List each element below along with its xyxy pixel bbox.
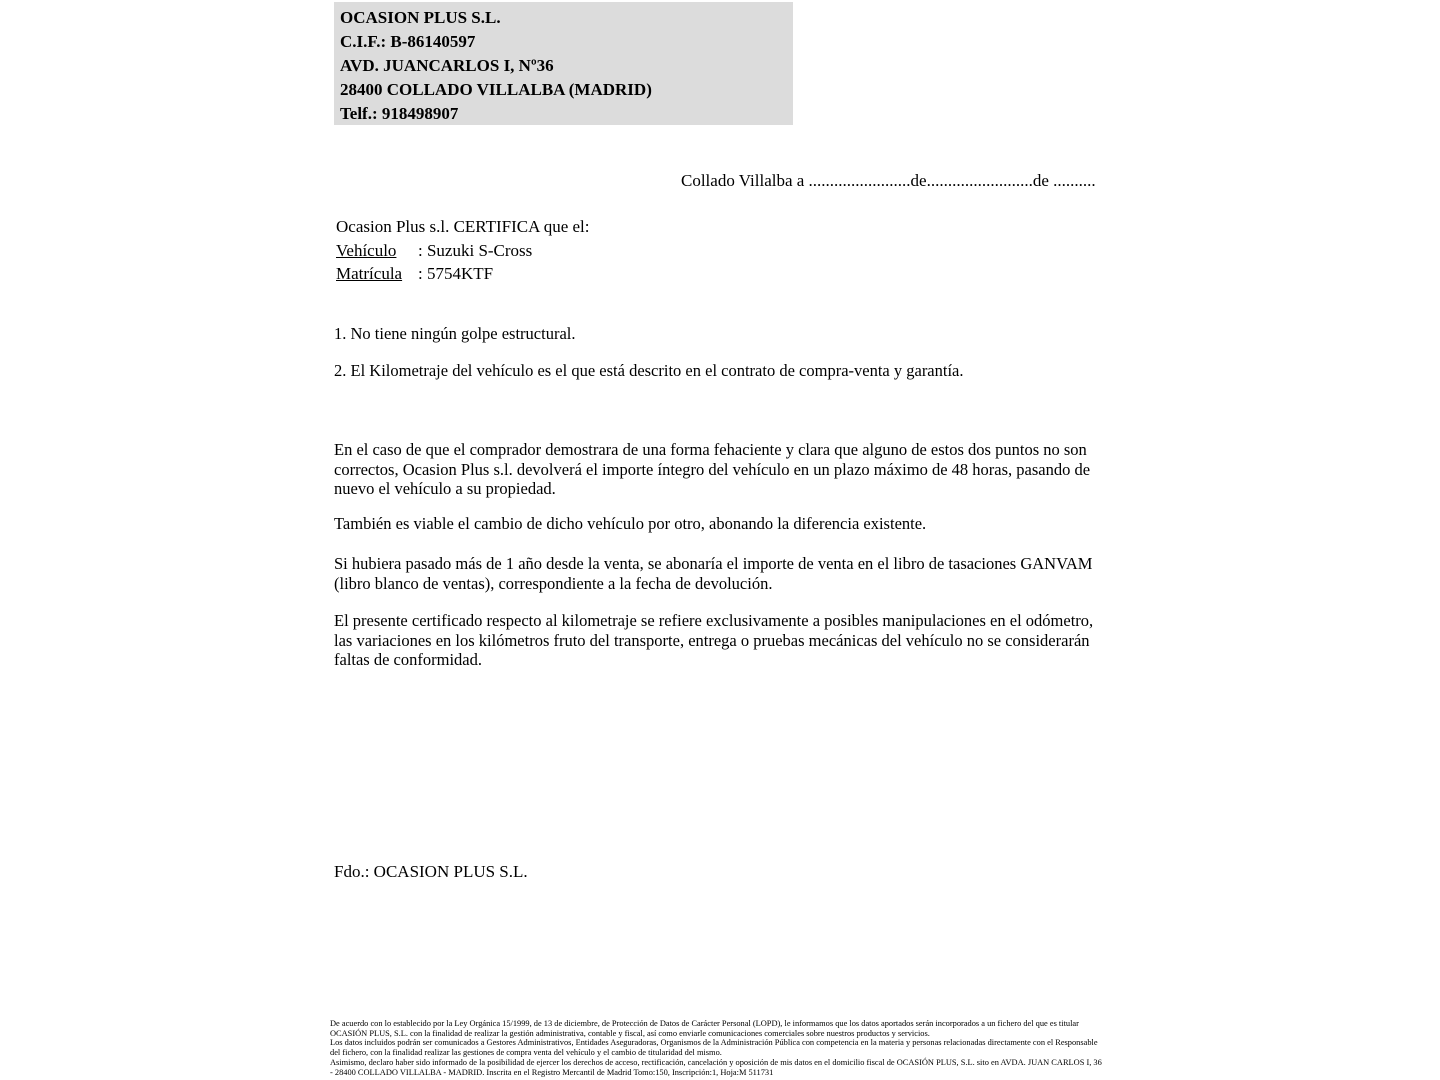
signature-line: Fdo.: OCASION PLUS S.L. [334, 862, 528, 881]
company-name: OCASION PLUS S.L. [340, 8, 501, 27]
certification-block [336, 215, 590, 286]
vehicle-value: : Suzuki S-Cross [418, 240, 533, 260]
paragraph-odometer-disclaimer: El presente certificado respecto al kilometraje se refiere exclusivamente a posibles manipulaciones en el odómetro, las variaciones en los kilómetros fruto del transporte, entrega o pruebas mecánicas del vehículo no se considerarán faltas de conformidad. [334, 611, 1094, 669]
company-address: AVD. JUANCARLOS I, Nº36 [340, 56, 554, 75]
company-phone: Telf.: 918498907 [340, 104, 459, 123]
plate-label: Matrícula [336, 264, 403, 283]
paragraph-refund-conditions: En el caso de que el comprador demostrara de una forma fehaciente y clara que alguno de estos dos puntos no son correctos, Ocasion Plus s.l. devolverá el importe íntegro del vehículo en un plazo máximo de 48 horas, pasando de nuevo el vehículo a su propiedad. [334, 440, 1091, 498]
date-fill-in-line: Collado Villalba a ........................de.........................de .......... [681, 171, 1096, 190]
legal-paragraph-lopd: De acuerdo con lo establecido por la Ley Orgánica 15/1999, de 13 de diciembre, de Protección de Datos de Carácter Personal (LOPD), le informamos que los datos aportados serán incorporados a un fichero del que es titular OCASIÓN PLUS, S.L. con la finalidad de realizar la gestión administrativa, contable y fiscal, así como enviarle comunicaciones comerciales sobre nuestros productos y servicios. [330, 1019, 1079, 1038]
company-city: 28400 COLLADO VILLALBA (MADRID) [340, 80, 652, 99]
legal-paragraph-data-sharing: Los datos incluidos podrán ser comunicados a Gestores Administrativos, Entidades Aseguradoras, Organismos de la Administración Pública con competencia en la materia y personas relacionadas directamente con el Responsable del fichero, con la finalidad realizar las gestiones de compra venta del vehículo y el cambio de titularidad del mismo. [330, 1038, 1098, 1058]
certification-point-2: 2. El Kilometraje del vehículo es el que está descrito en el contrato de compra-venta y garantía. [334, 361, 964, 380]
paragraph-ganvam-valuation: Si hubiera pasado más de 1 año desde la venta, se abonaría el importe de venta en el libro de tasaciones GANVAM (libro blanco de ventas), correspondiente a la fecha de devolución. [334, 554, 1093, 593]
paragraph-vehicle-exchange: También es viable el cambio de dicho vehículo por otro, abonando la diferencia existente. [334, 514, 927, 533]
legal-fine-print [330, 1019, 1102, 1077]
vehicle-row [336, 239, 590, 263]
legal-paragraph-rights: Asimismo, declaro haber sido informado de la posibilidad de ejercer los derechos de acceso, rectificación, cancelación y oposición de mis datos en el domicilio fiscal de OCASIÓN PLUS, S.L. sito en AVDA. JUAN CARLOS I, 36 - 28400 COLLADO VILLALBA - MADRID. Inscrita en el Registro Mercantil de Madrid Tomo:150, Inscripción:1, Hoja:M 511731 [330, 1057, 1102, 1077]
company-header-box [334, 2, 793, 125]
vehicle-label: Vehículo [336, 240, 397, 260]
certification-intro: Ocasion Plus s.l. CERTIFICA que el: [336, 217, 590, 236]
certification-point-1: 1. No tiene ningún golpe estructural. [334, 324, 576, 343]
plate-value: : 5754KTF [418, 264, 494, 283]
plate-row [336, 262, 590, 286]
company-cif: C.I.F.: B-86140597 [340, 32, 476, 51]
